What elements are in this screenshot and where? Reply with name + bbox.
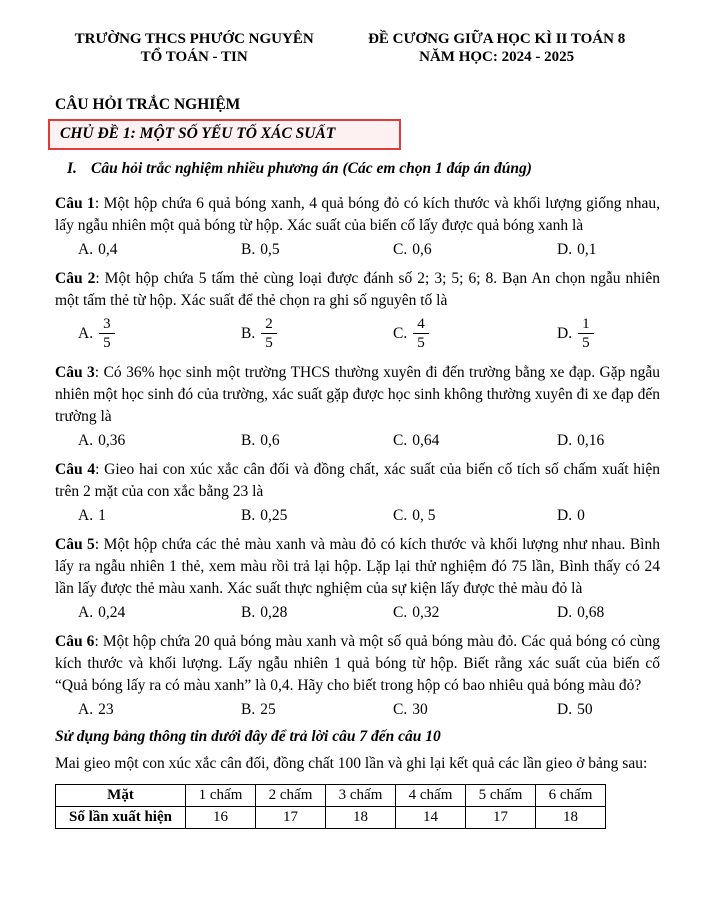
option-value: 0,68 (577, 604, 605, 621)
table-cell: 16 (186, 807, 256, 829)
fraction (413, 315, 429, 352)
question-text: : Một hộp chứa 6 quả bóng xanh, 4 quả bóng đỏ có kích thước và khối lượng giống nhau, lấy ngẫu nhiên một quả bóng từ hộp. Xác suất của biến cố lấy được quả bóng xanh là (55, 195, 660, 234)
option-d (557, 506, 660, 526)
question-block (55, 268, 660, 352)
exam-title-block (333, 30, 660, 66)
option-value: 0,1 (577, 241, 597, 258)
options-row (55, 240, 660, 260)
option-a (78, 700, 241, 720)
option-letter: A. (78, 507, 94, 524)
option-value: 0,16 (577, 432, 605, 449)
doc-header (55, 30, 660, 66)
question-paragraph (55, 631, 660, 697)
option-d (557, 240, 660, 260)
table-cell: Số lần xuất hiện (56, 807, 186, 829)
table-cell: 1 chấm (186, 785, 256, 807)
option-letter: B. (241, 324, 256, 342)
option-value: 1 (98, 507, 106, 524)
mcq-heading: CÂU HỎI TRẮC NGHIỆM (55, 96, 241, 113)
option-value: 0, 5 (412, 507, 436, 524)
table-cell: 5 chấm (466, 785, 536, 807)
part-heading (55, 160, 660, 178)
option-a (78, 431, 241, 451)
option-b (241, 506, 393, 526)
option-b (241, 700, 393, 720)
part-title: Câu hỏi trắc nghiệm nhiều phương án (Các em chọn 1 đáp án đúng) (91, 160, 532, 177)
table-cell: 2 chấm (256, 785, 326, 807)
usage-note: Sử dụng bảng thông tin dưới đây để trả lời câu 7 đến câu 10 (55, 728, 441, 745)
question-label: Câu 2 (55, 270, 96, 287)
question-label: Câu 3 (55, 364, 95, 381)
option-value: 0,36 (98, 432, 126, 449)
school-name: TRƯỜNG THCS PHƯỚC NGUYÊN (74, 31, 314, 47)
fraction-denominator: 5 (582, 335, 590, 351)
option-c (393, 603, 557, 623)
option-letter: C. (393, 701, 408, 718)
frequency-table (55, 784, 606, 829)
option-d (557, 315, 660, 352)
option-value: 0,6 (260, 432, 280, 449)
table-cell: Mặt (56, 785, 186, 807)
department-name: TỔ TOÁN - TIN (140, 49, 248, 65)
school-year: NĂM HỌC: 2024 - 2025 (419, 49, 575, 65)
option-c (393, 506, 557, 526)
option-a (78, 315, 241, 352)
option-letter: D. (557, 604, 573, 621)
options-row (55, 506, 660, 526)
question-text: : Một hộp chứa các thẻ màu xanh và màu đỏ có kích thước và khối lượng như nhau. Bình lấy ra ngẫu nhiên 1 thẻ, xem màu rồi trả lại hộp. Lặp lại thử nghiệm đó 75 lần, Bình thấy có 24 lần lấy được thẻ màu xanh. Xác suất thực nghiệm của sự kiện lấy được thẻ màu đỏ là (55, 536, 660, 597)
question-label: Câu 5 (55, 536, 95, 553)
fraction-denominator: 5 (417, 335, 425, 351)
question-paragraph (55, 362, 660, 428)
fraction-numerator: 2 (261, 315, 277, 334)
option-letter: D. (557, 324, 573, 342)
option-value: 0,4 (98, 241, 118, 258)
fraction-numerator: 4 (413, 315, 429, 334)
option-d (557, 603, 660, 623)
option-value: 0,32 (412, 604, 440, 621)
option-c (393, 431, 557, 451)
option-letter: A. (78, 324, 94, 342)
option-letter: C. (393, 432, 408, 449)
fraction (578, 315, 594, 352)
option-value: 50 (577, 701, 593, 718)
table-cell: 18 (536, 807, 606, 829)
question-text: : Một hộp chứa 5 tấm thẻ cùng loại được đánh số 2; 3; 5; 6; 8. Bạn An chọn ngẫu nhiên một tấm thẻ từ hộp. Xác suất để thẻ chọn ra ghi số nguyên tố là (55, 270, 660, 309)
question-text: : Có 36% học sinh một trường THCS thường xuyên đi đến trường bằng xe đạp. Gặp ngẫu nhiên một học sinh đó của trường, xác suất gặp được học sinh không thường xuyên đi xe đạp đến trường là (55, 364, 660, 425)
option-value: 0,5 (260, 241, 280, 258)
option-letter: B. (241, 432, 256, 449)
option-c (393, 315, 557, 352)
fraction (261, 315, 277, 352)
option-letter: D. (557, 432, 573, 449)
option-value: 25 (260, 701, 276, 718)
option-letter: D. (557, 241, 573, 258)
table-cell: 4 chấm (396, 785, 466, 807)
option-letter: C. (393, 507, 408, 524)
fraction (99, 315, 115, 352)
fraction-denominator: 5 (265, 335, 273, 351)
option-letter: B. (241, 507, 256, 524)
option-letter: D. (557, 701, 573, 718)
table-cell: 17 (466, 807, 536, 829)
question-label: Câu 1 (55, 195, 95, 212)
option-letter: C. (393, 604, 408, 621)
question-paragraph (55, 459, 660, 503)
question-paragraph (55, 268, 660, 312)
table-row-values (56, 807, 606, 829)
question-text: : Gieo hai con xúc xắc cân đối và đồng chất, xác suất của biến cố tích số chấm xuất hiện trên 2 mặt của con xắc bằng 23 là (55, 461, 660, 500)
option-a (78, 603, 241, 623)
option-value: 0,64 (412, 432, 440, 449)
question-block (55, 362, 660, 451)
question-label: Câu 4 (55, 461, 96, 478)
options-row (55, 315, 660, 352)
question-block (55, 193, 660, 260)
school-block (55, 30, 333, 66)
table-cell: 6 chấm (536, 785, 606, 807)
question-paragraph (55, 534, 660, 600)
option-b (241, 431, 393, 451)
topic-title: CHỦ ĐỀ 1: MỘT SỐ YẾU TỐ XÁC SUẤT (60, 125, 336, 142)
option-value: 30 (412, 701, 428, 718)
topic-box (48, 119, 401, 150)
option-c (393, 240, 557, 260)
question-block (55, 534, 660, 623)
option-value: 0 (577, 507, 585, 524)
table-row-header (56, 785, 606, 807)
option-value: 0,28 (260, 604, 288, 621)
fraction-denominator: 5 (103, 335, 111, 351)
option-letter: A. (78, 432, 94, 449)
option-letter: B. (241, 604, 256, 621)
options-row (55, 431, 660, 451)
option-letter: B. (241, 241, 256, 258)
option-a (78, 240, 241, 260)
option-value: 0,25 (260, 507, 288, 524)
option-d (557, 700, 660, 720)
question-label: Câu 6 (55, 633, 95, 650)
exam-title: ĐỀ CƯƠNG GIỮA HỌC KÌ II TOÁN 8 (368, 31, 626, 47)
option-b (241, 603, 393, 623)
option-d (557, 431, 660, 451)
option-letter: B. (241, 701, 256, 718)
option-letter: D. (557, 507, 573, 524)
question-block (55, 631, 660, 720)
fraction-numerator: 1 (578, 315, 594, 334)
option-letter: C. (393, 241, 408, 258)
table-intro: Mai gieo một con xúc xắc cân đối, đồng chất 100 lần và ghi lại kết quả các lần gieo ở bảng sau: (55, 755, 648, 772)
table-cell: 18 (326, 807, 396, 829)
option-b (241, 240, 393, 260)
table-cell: 17 (256, 807, 326, 829)
options-row (55, 603, 660, 623)
options-row (55, 700, 660, 720)
part-numeral: I. (67, 160, 77, 177)
fraction-numerator: 3 (99, 315, 115, 334)
option-b (241, 315, 393, 352)
option-a (78, 506, 241, 526)
question-paragraph (55, 193, 660, 237)
option-value: 0,24 (98, 604, 126, 621)
option-letter: C. (393, 324, 408, 342)
question-block (55, 459, 660, 526)
option-value: 0,6 (412, 241, 432, 258)
option-value: 23 (98, 701, 114, 718)
option-letter: A. (78, 701, 94, 718)
option-letter: A. (78, 241, 94, 258)
question-text: : Một hộp chứa 20 quả bóng màu xanh và một số quả bóng màu đỏ. Các quả bóng có cùng kích thước và khối lượng. Lấy ngẫu nhiên 1 quả bóng từ hộp. Biết rằng xác suất của biến cố “Quả bóng lấy ra có màu xanh” là 0,4. Hãy cho biết trong hộp có bao nhiêu quả bóng màu đỏ? (55, 633, 660, 694)
table-cell: 3 chấm (326, 785, 396, 807)
option-letter: A. (78, 604, 94, 621)
table-cell: 14 (396, 807, 466, 829)
option-c (393, 700, 557, 720)
